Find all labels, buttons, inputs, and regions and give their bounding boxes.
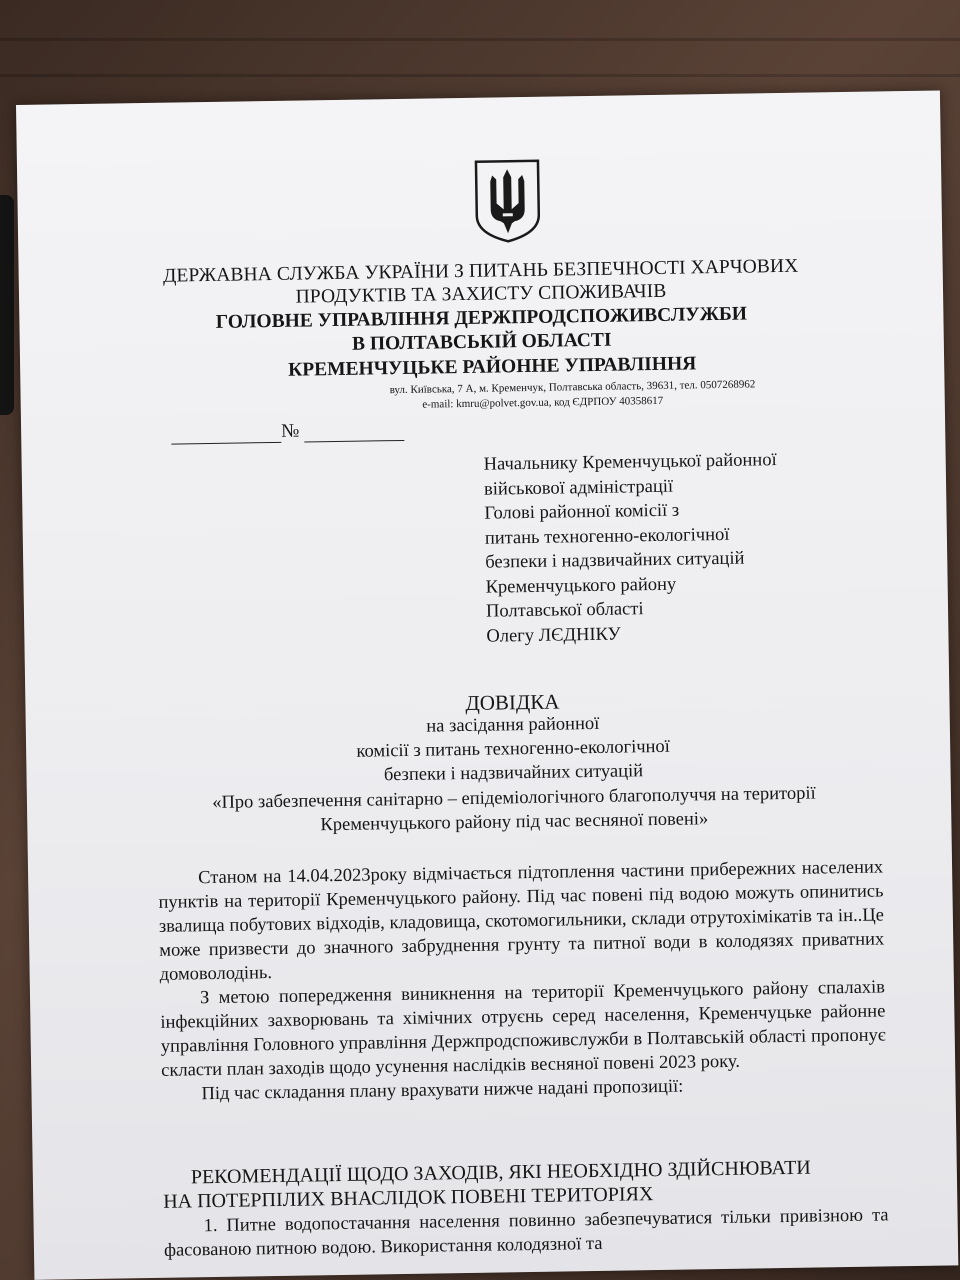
- document-subtitle-line1: на засідання районної: [426, 713, 600, 737]
- wood-grain: [0, 38, 960, 41]
- addressee-line: безпеки і надзвичайних ситуацій: [485, 548, 745, 573]
- recommendation-item-1: [163, 1203, 889, 1262]
- recommendations-heading-line2: НА ПОТЕРПІЛИХ ВНАСЛІДОК ПОВЕНІ ТЕРИТОРІЯХ: [163, 1183, 654, 1213]
- department-name-line1: ГОЛОВНЕ УПРАВЛІННЯ ДЕРЖПРОДСПОЖИВСЛУЖБИ: [215, 303, 748, 333]
- addressee-line: військової адміністрації: [483, 476, 674, 500]
- agency-name-line2: ПРОДУКТІВ ТА ЗАХИСТУ СПОЖИВАЧІВ: [295, 280, 667, 308]
- trident-coat-of-arms-icon: [472, 157, 543, 244]
- number-blank: [304, 422, 404, 443]
- addressee-line: Начальнику Кременчуцької районної: [483, 450, 777, 475]
- office-contacts: e-mail: kmru@polvet.gov.ua, код ЄДРПОУ 40358617: [422, 394, 664, 411]
- wood-grain: [0, 74, 960, 77]
- document-subtitle-line3: безпеки і надзвичайних ситуацій: [383, 761, 644, 786]
- document-subject-line1: «Про забезпечення санітарно – епідеміологічного благополуччя на території: [212, 783, 816, 814]
- district-office-name: КРЕМЕНЧУЦЬКЕ РАЙОННЕ УПРАВЛІННЯ: [287, 353, 697, 381]
- addressee-line: Олегу ЛЄДНІКУ: [486, 624, 621, 647]
- office-address: вул. Київська, 7 А, м. Кременчук, Полтавська область, 39631, тел. 0507268962: [389, 378, 756, 397]
- paragraph-3: Під час складання плану врахувати нижче надані пропозиції:: [201, 1076, 684, 1105]
- recommendations-heading-line1: РЕКОМЕНДАЦІЇ ЩОДО ЗАХОДІВ, ЯКІ НЕОБХІДНО ЗДІЙСНЮВАТИ: [190, 1156, 811, 1189]
- addressee-line: Кременчуцького району: [485, 574, 677, 598]
- addressee-line: Полтавської області: [485, 599, 644, 622]
- paragraph-1: Станом на 14.04.2023року відмічається підтоплення частини прибережних населених пунктів на території Кременчуцького району. Під час повені під водою можуть опинитись звалища побутових відходів, кладовища, скотомогильники, склади отрутохімікатів та ін..Це може призвести до значного забруднення грунту та питної води в колодязях приватних домоволодінь.: [158, 857, 885, 985]
- addressee-block: [484, 448, 780, 649]
- agency-name-line1: ДЕРЖАВНА СЛУЖБА УКРАЇНИ З ПИТАНЬ БЕЗПЕЧНОСТІ ХАРЧОВИХ: [162, 255, 799, 287]
- date-blank: [171, 424, 281, 445]
- document-subtitle-line2: комісії з питань техногенно-екологічної: [356, 736, 671, 762]
- department-name-line2: В ПОЛТАВСЬКІЙ ОБЛАСТІ: [351, 329, 612, 355]
- number-sign: №: [280, 420, 300, 442]
- document-page: [16, 90, 958, 1279]
- addressee-line: Голові районної комісії з: [484, 500, 680, 524]
- document-subject-line2: Кременчуцького району під час весняної повені»: [320, 809, 709, 836]
- body-text: [158, 855, 887, 1106]
- registration-line: [171, 419, 404, 445]
- item-1-text: 1. Питне водопостачання населення повинно забезпечуватися тільки привізною та фасованою питною водою. Використання колодязної та: [163, 1205, 889, 1261]
- paragraph-2: З метою попередження виникнення на території Кременчуцького району спалахів інфекційних захворювань та хімічних отруєнь серед населення, Кременчуцьке районне управління Головного управління Держпродспоживслужби в Полтавській області пропонує скласти план заходів щодо усунення наслідків весняної повені 2023 року.: [160, 977, 886, 1081]
- document-title: ДОВІДКА: [465, 689, 560, 716]
- background-object: [0, 195, 14, 415]
- addressee-line: питань техногенно-екологічної: [484, 524, 730, 549]
